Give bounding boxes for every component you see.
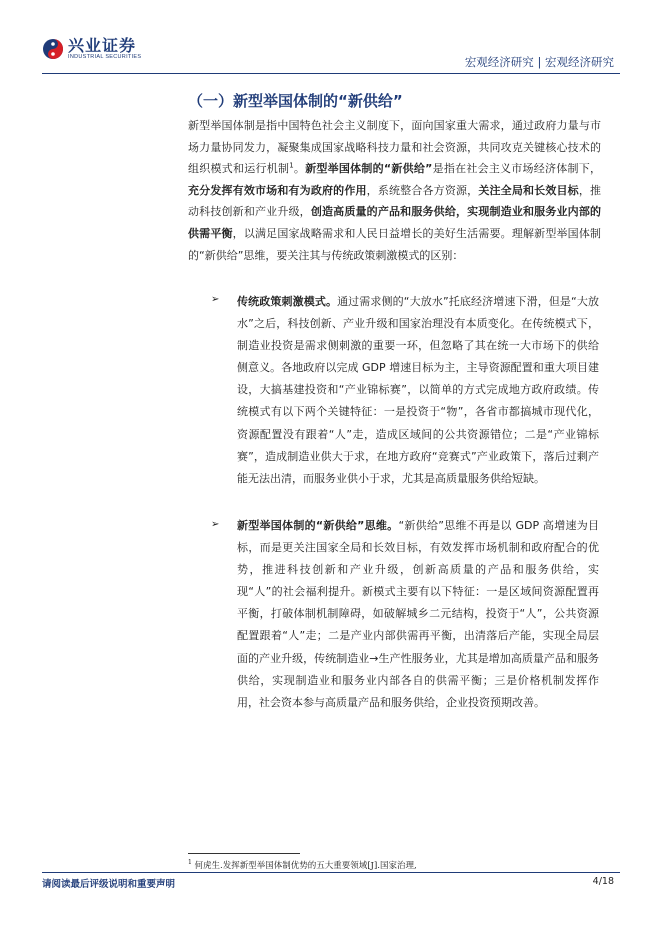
- bold-text: 充分发挥有效市场和有为政府的作用: [188, 183, 367, 197]
- section-title: （一）新型举国体制的“新供给”: [188, 92, 403, 110]
- logo-chinese-name: 兴业证券: [68, 36, 137, 55]
- footnote-divider: [188, 853, 300, 854]
- logo-emblem-icon: [42, 38, 64, 60]
- body-text: ，系统整合各方资源，: [366, 183, 479, 197]
- footnote: [188, 859, 417, 871]
- bullet-new-supply-mode: [237, 515, 599, 714]
- disclaimer-link[interactable]: 请阅读最后评级说明和重要声明: [42, 879, 176, 890]
- body-text: 通过需求侧的“大放水”托底经济增速下滑，但是“大放水”之后，科技创新、产业升级和国家治理没有本质变化。在传统模式下，制造业投资是需求侧刺激的重要一环，但忽略了其在统一大市场下的供给侧意义。各地政府以完成 GDP 增速目标为主，主导资源配置和重大项目建设，大搞基建投资和“产业锦标赛”，以简单的方式完成地方政府政绩。传统模式有以下两个关键特征：一是投资于“物”，各省市都搞城市现代化，资源配置没有跟着“人”走，造成区域间的公共资源错位；二是“产业锦标赛”，造成制造业供大于求，在地方政府“竞赛式”产业政策下，落后过剩产能无法出清，而服务业供小于求，尤其是高质量服务供给短缺。: [237, 295, 599, 485]
- body-text: 是指在社会主义市场经济体制下，: [432, 162, 602, 176]
- logo-english-name: INDUSTRIAL SECURITIES: [68, 54, 142, 60]
- footnote-number: 1: [188, 859, 192, 867]
- bold-text: 关注全局和长效目标: [478, 183, 579, 197]
- bold-text: 新型举国体制的“新供给”: [305, 162, 433, 176]
- body-text: ，以满足国家战略需求和人民日益增长的美好生活需要。理解新型举国体制的“新供给”思维，要关注其与传统政策刺激模式的区别：: [188, 226, 602, 262]
- company-logo: [42, 37, 141, 61]
- footnote-ref: 1: [289, 161, 294, 170]
- footer-divider: [42, 872, 620, 873]
- intro-paragraph: [188, 115, 601, 266]
- body-text: 。: [293, 162, 306, 176]
- header-divider: [42, 73, 620, 74]
- body-text: ，推动科技创新和产业升级，: [188, 183, 602, 219]
- report-category: 宏观经济研究 | 宏观经济研究: [464, 55, 614, 69]
- bold-text: 传统政策刺激模式。: [237, 295, 338, 308]
- bullet-traditional-mode: [237, 291, 599, 490]
- bullet-arrow-icon: ➢: [211, 519, 220, 530]
- page-header: [0, 0, 662, 80]
- footnote-text: 何虎生.发挥新型举国体制优势的五大重要领域[J].国家治理,: [194, 861, 417, 871]
- bullet-arrow-icon: ➢: [211, 294, 220, 305]
- body-text: 新型举国体制是指中国特色社会主义制度下，面向国家重大需求，通过政府力量与市场力量协同发力，凝聚集成国家战略科技力量和社会资源，共同攻克关键核心技术的组织模式和运行机制: [188, 119, 601, 176]
- body-text: “新供给”思维不再是以 GDP 高增速为目标，而是更关注国家全局和长效目标，有效发挥市场机制和政府配合的优势，推进科技创新和产业升级，创新高质量的产品和服务供给，实现“人”的社会福利提升。新模式主要有以下特征：一是区域间资源配置再平衡，打破体制机制障碍，如破解城乡二元结构，投资于“人”，公共资源配置跟着“人”走；二是产业内部供需再平衡，出清落后产能，实现全局层面的产业升级，传统制造业→生产性服务业，尤其是增加高质量产品和服务供给，实现制造业和服务业内部各自的供需平衡；三是价格机制发挥作用，社会资本参与高质量产品和服务供给，企业投资预期改善。: [237, 519, 599, 709]
- bold-text: 新型举国体制的“新供给”思维。: [237, 519, 399, 532]
- bold-text: 创造高质量的产品和服务供给，实现制造业和服务业内部的供需平衡: [188, 205, 602, 240]
- page-number: 4/18: [592, 876, 614, 887]
